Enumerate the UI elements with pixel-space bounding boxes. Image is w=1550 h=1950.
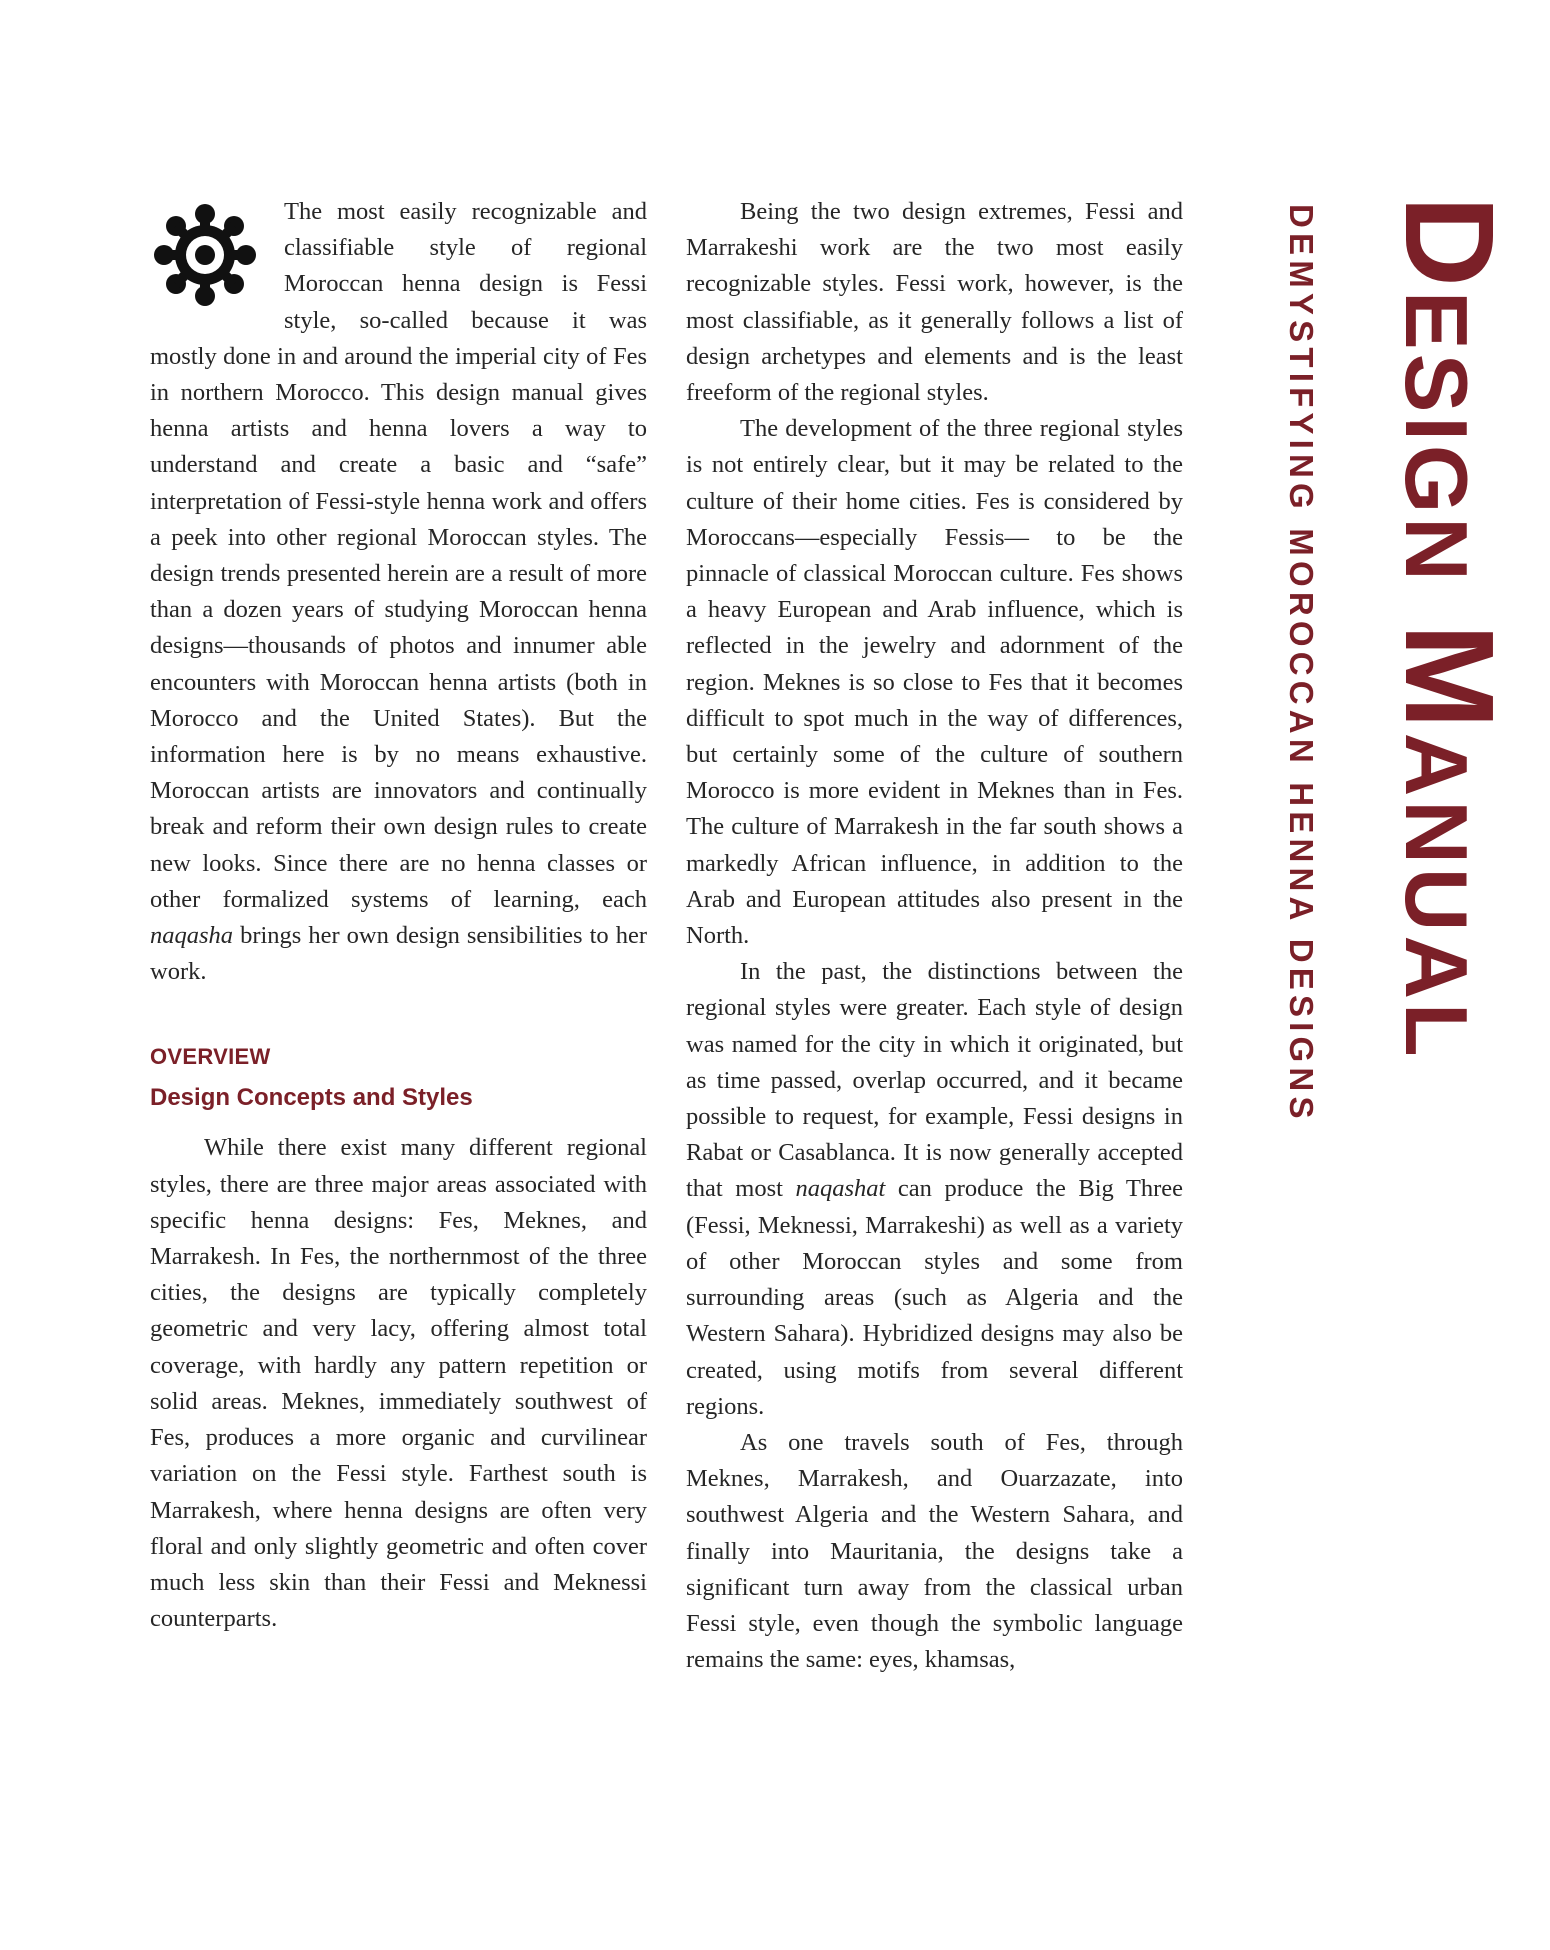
body-paragraph: As one travels south of Fes, through Meknes, Marrakesh, and Ouarzazate, into southwest Algeria and the Western Sahara, and finally into Mauritania, the designs take a significant turn away from the classical urban Fessi style, even though the symbolic language remains the same: eyes, khamsas, — [686, 1428, 1183, 1674]
section-subhead: Design Concepts and Styles — [150, 1084, 473, 1112]
body-paragraph: Being the two design extremes, Fessi and Marrakeshi work are the two most easily recognizable styles. Fessi work, however, is the most classifiable, as it generally follows a list of design archetypes and elements and is the least freeform of the regional styles. — [686, 198, 1183, 407]
term-naqasha: naqasha — [150, 922, 234, 950]
intro-paragraph: The most easily recognizable and classifiable style of regional Moroccan henna design is Fessi style, so-called because it was mostly done in and around the imperial city of Fes in northern Morocco. This design manual gives henna artists and henna lovers a way to understand and create a basic and “safe” interpretation of Fessi-style henna work and offers a peek into other regional Moroccan styles. The design trends presented herein are a result of more than a dozen years of studying Moroccan henna designs—thousands of photos and innumer able encounters with Moroccan henna artists (both in Morocco and the United States). But the information here is by no means exhaustive. Moroccan artists are innovators and continually break and reform their own design rules to create new looks. Since there are no henna classes or other formalized systems of learning, each naqasha brings her own design sensibilities to her work. — [150, 198, 647, 986]
page-subtitle: DEMYSTIFYING MOROCCAN HENNA DESIGNS — [1283, 204, 1320, 1124]
left-column — [150, 194, 647, 1637]
right-column — [686, 194, 1183, 1678]
body-paragraph: While there exist many different regional styles, there are three major areas associated with specific henna designs: Fes, Meknes, and Marrakesh. In Fes, the northernmost of the three cities, the designs are typically completely geometric and very lacy, offering almost total coverage, with hardly any pattern repetition or solid areas. Meknes, immediately southwest of Fes, produces a more organic and curvilinear variation on the Fessi style. Farthest south is Marrakesh, where henna designs are often very floral and only slightly geometric and often cover much less skin than their Fessi and Meknessi counterparts. — [150, 1134, 647, 1633]
body-paragraph: In the past, the distinctions between the regional styles were greater. Each style of design was named for the city in which it originated, but as time passed, overlap occurred, and it became possible to request, for example, Fessi designs in Rabat or Casablanca. It is now generally accepted that most naqashat can produce the Big Three (Fessi, Meknessi, Marrakeshi) as well as a variety of other Moroccan styles and some from surrounding areas (such as Algeria and the Western Sahara). Hybridized designs may also be created, using motifs from several different regions. — [686, 958, 1184, 1420]
section-kicker: OVERVIEW — [150, 1044, 271, 1070]
body-paragraph: The development of the three regional styles is not entirely clear, but it may be related to the culture of their home cities. Fes is considered by Moroccans—especially Fessis— to be the pinnacle of classical Moroccan culture. Fes shows a heavy European and Arab influence, which is reflected in the jewelry and adornment of the region. Meknes is so close to Fes that it becomes difficult to spot much in the way of differences, but certainly some of the culture of southern Morocco is more evident in Meknes than in Fes. The culture of Marrakesh in the far south shows a markedly African influence, in addition to the Arab and European attitudes also present in the North. — [686, 415, 1183, 950]
page-title: Design Manual — [1379, 196, 1520, 1061]
sun-flower-glyph-icon — [150, 200, 260, 310]
term-naqashat: naqashat — [795, 1175, 886, 1203]
